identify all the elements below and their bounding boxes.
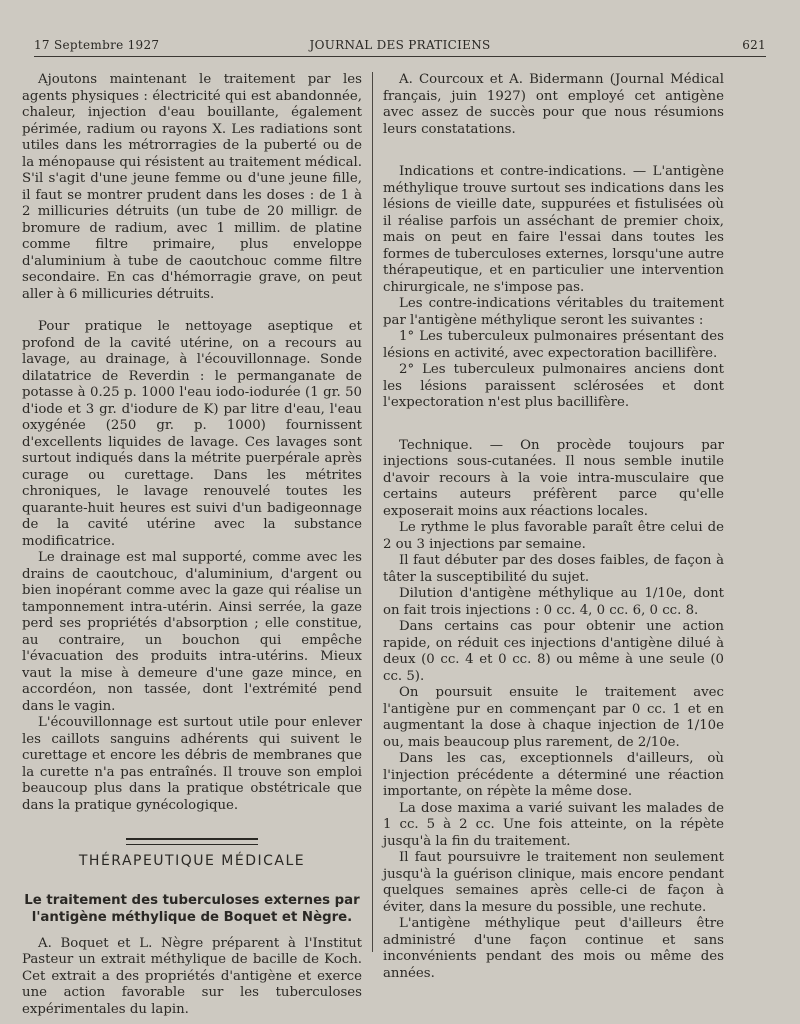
- paragraph: Il faut poursuivre le traitement non seulement jusqu'à la guérison clinique, mais encore pendant quelques semaines après celle-ci de façon à éviter, dans la mesure du possible, une rechute.: [383, 850, 724, 915]
- running-header: [34, 38, 766, 57]
- paragraph: L'antigène méthylique peut d'ailleurs être administré d'une façon continue et sans inconvénients pendant des mois ou même des années.: [383, 916, 724, 981]
- paragraph: 1° Les tuberculeux pulmonaires présentant des lésions en activité, avec expectoration bacillifère.: [383, 329, 724, 361]
- paragraph: Dilution d'antigène méthylique au 1/10e, dont on fait trois injections : 0 cc. 4, 0 cc. 6, 0 cc. 8.: [383, 586, 724, 618]
- paragraph: Dans les cas, exceptionnels d'ailleurs, où l'injection précédente a déterminé une réaction importante, on répète la même dose.: [383, 751, 724, 799]
- paragraph: Le drainage est mal supporté, comme avec les drains de caoutchouc, d'aluminium, d'argent ou bien inopérant comme avec la gaze qui réalise un tamponnement intra-utérin. Ainsi serrée, la gaze perd ses propriétés d'absorption ; elle constitue, au contraire, un bouchon qui empêche l'évacuation des produits intra-utérins. Mieux vaut la mise à demeure d'une gaze mince, en accordéon, non tassée, dont l'extrémité pend dans le vagin.: [22, 550, 362, 714]
- section-title: THÉRAPEUTIQUE MÉDICALE: [78, 853, 306, 869]
- paragraph: Il faut débuter par des doses faibles, de façon à tâter la susceptibilité du sujet.: [383, 553, 724, 585]
- paragraph: Les contre-indications véritables du traitement par l'antigène méthylique seront les suivantes :: [383, 296, 724, 328]
- paragraph: Technique. — On procède toujours par injections sous-cutanées. Il nous semble inutile d'avoir recours à la voie intra-musculaire que certains auteurs préfèrent parce qu'elle exposerait moins aux réactions locales.: [383, 437, 724, 519]
- paragraph: Indications et contre-indications. — L'antigène méthylique trouve surtout ses indications dans les lésions de vieille date, suppurées et fistulisées où il réalise parfois un asséchant de premier choix, mais on peut en faire l'essai dans toutes les formes de tuberculoses externes, lorsqu'une autre thérapeutique, et en particulier une intervention chirurgicale, ne s'impose pas.: [383, 164, 724, 295]
- paragraph: Ajoutons maintenant le traitement par les agents physiques : électricité qui est abandonnée, chaleur, injection d'eau bouillante, également périmée, radium ou rayons X. Les radiations sont utiles dans les métrorragies de la puberté ou de la ménopause qui résistent au traitement médical. S'il s'agit d'une jeune femme ou d'une jeune fille, il faut se montrer prudent dans les doses : de 1 à 2 millicuries détruits (un tube de 20 milligr. de bromure de radium, avec 1 millim. de platine comme filtre primaire, plus enveloppe d'aluminium à tube de caoutchouc comme filtre secondaire. En cas d'hémorragie grave, on peut aller à 6 millicuries détruits.: [22, 72, 362, 302]
- paragraph: Dans certains cas pour obtenir une action rapide, on réduit ces injections d'antigène dilué à deux (0 cc. 4 et 0 cc. 8) ou même à une seule (0 cc. 5).: [383, 619, 724, 684]
- paragraph: Pour pratique le nettoyage aseptique et profond de la cavité utérine, on a recours au lavage, au drainage, à l'écouvillonnage. Sonde dilatatrice de Reverdin : le permanganate de potasse à 0.25 p. 1000 l'eau iodo-iodurée (1 gr. 50 d'iode et 3 gr. d'iodure de K) par litre d'eau, l'eau oxygénée (250 gr. p. 1000) fournissent d'excellents liquides de lavage. Ces lavages sont surtout indiqués dans la métrite puerpérale après curage ou curettage. Dans les métrites chroniques, le lavage renouvelé toutes les quarante-huit heures est suivi d'un badigeonnage de la cavité utérine avec la substance modificatrice.: [22, 319, 362, 549]
- paragraph: L'écouvillonnage est surtout utile pour enlever les caillots sanguins adhérents qui suivent le curettage et encore les débris de membranes que la curette n'a pas entraînés. Il trouve son emploi beaucoup plus dans la pratique obstétricale que dans la pratique gynécologique.: [22, 715, 362, 813]
- right-column: [383, 72, 724, 982]
- paragraph: Le rythme le plus favorable paraît être celui de 2 ou 3 injections par semaine.: [383, 520, 724, 552]
- header-date: 17 Septembre 1927: [34, 38, 160, 52]
- paragraph: 2° Les tuberculeux pulmonaires anciens dont les lésions paraissent sclérosées et dont l'expectoration n'est plus bacillifère.: [383, 362, 724, 410]
- section-rule: [126, 838, 258, 845]
- paragraph: La dose maxima a varié suivant les malades de 1 cc. 5 à 2 cc. Une fois atteinte, on la répète jusqu'à la fin du traitement.: [383, 800, 724, 849]
- header-page-number: 621: [742, 38, 766, 52]
- article-title: Le traitement des tuberculoses externes par l'antigène méthylique de Boquet et Nègre.: [24, 892, 360, 925]
- paragraph: A. Courcoux et A. Bidermann (Journal Médical français, juin 1927) ont employé cet antigène avec assez de succès pour que nous résumions leurs constatations.: [383, 72, 724, 137]
- header-journal-title: JOURNAL DES PRATICIENS: [309, 38, 491, 52]
- left-column: [22, 72, 362, 1018]
- paragraph: On poursuit ensuite le traitement avec l'antigène pur en commençant par 0 cc. 1 et en augmentant la dose à chaque injection de 1/10e ou, mais beaucoup plus rarement, de 2/10e.: [383, 685, 724, 750]
- paragraph: A. Boquet et L. Nègre préparent à l'Institut Pasteur un extrait méthylique de bacille de Koch. Cet extrait a des propriétés d'antigène et exerce une action favorable sur les tuberculoses expérimentales du lapin.: [22, 935, 362, 1017]
- column-divider: [372, 72, 373, 952]
